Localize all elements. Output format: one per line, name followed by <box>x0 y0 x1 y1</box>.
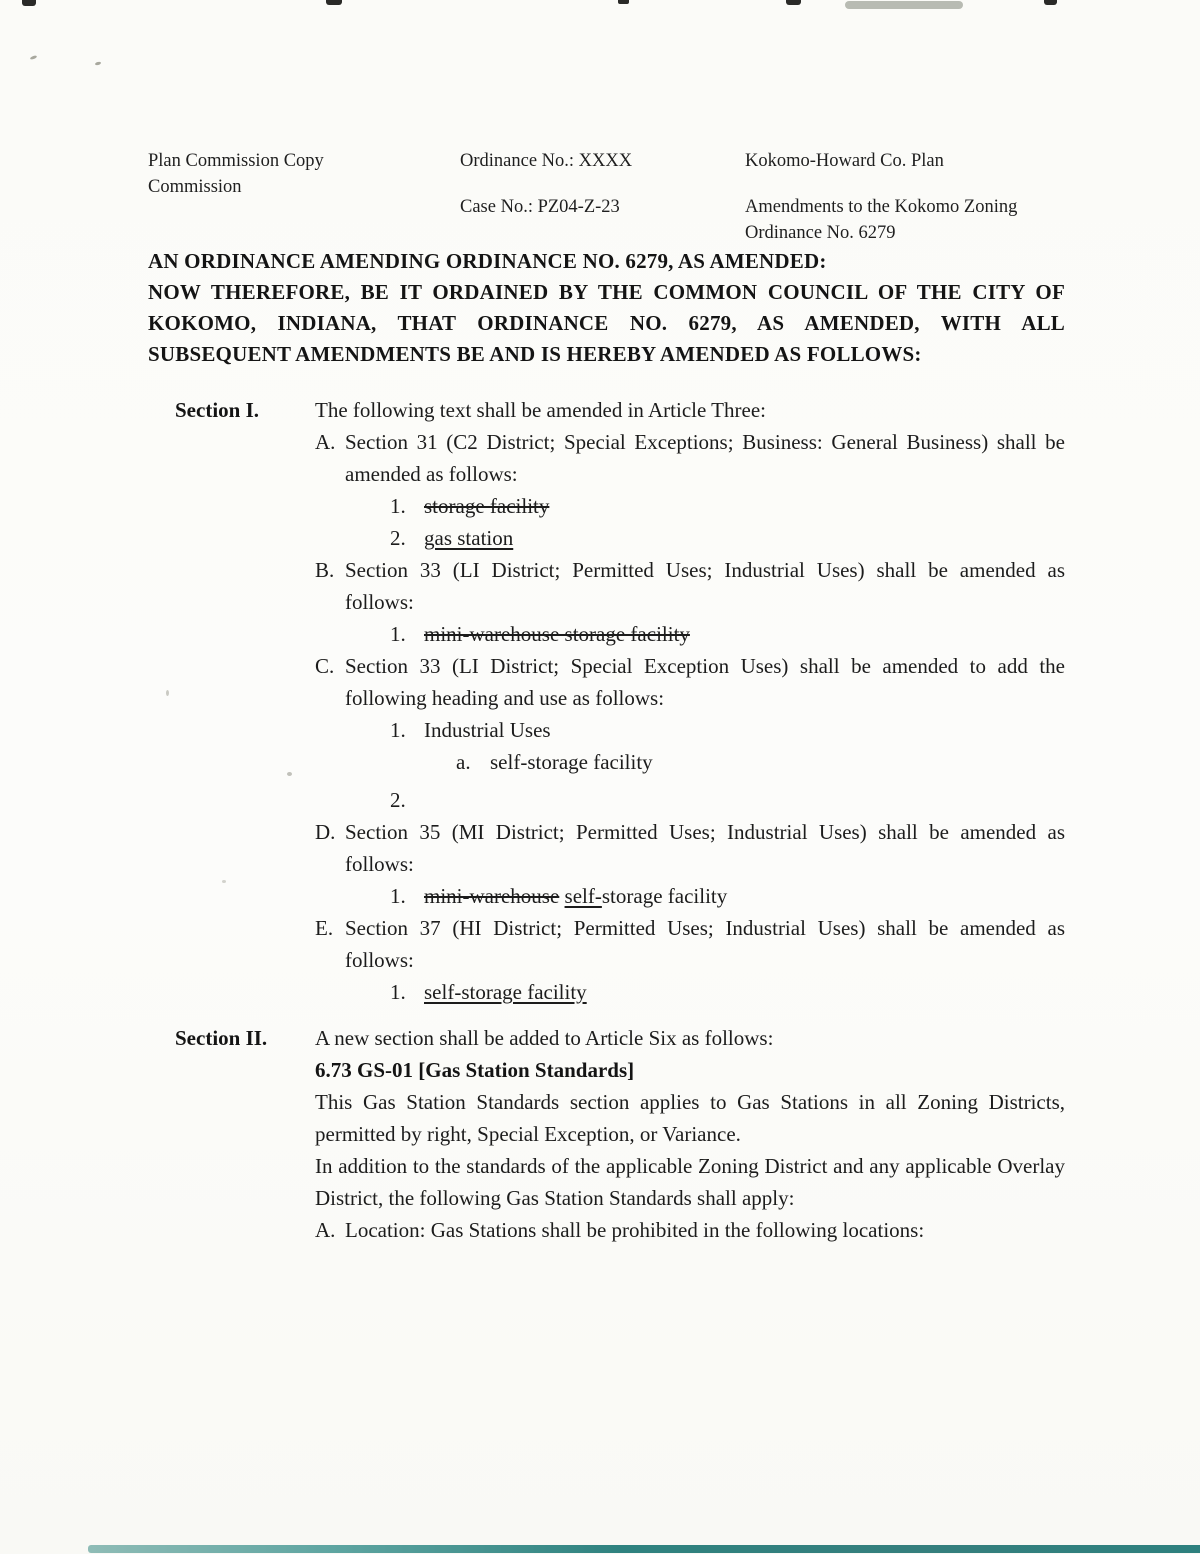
list-item-location <box>315 1214 1065 1246</box>
list-subitem <box>390 880 1065 912</box>
section-2 <box>148 1022 1065 1246</box>
list-item-d <box>315 816 1065 880</box>
header-copy-label-line2: Commission <box>148 177 242 197</box>
item-text <box>424 880 1065 912</box>
scan-artifact <box>618 0 629 4</box>
case-number: Case No.: PZ04-Z-23 <box>460 197 620 217</box>
scan-speck <box>30 55 38 60</box>
list-subsubitem <box>456 746 1065 778</box>
scan-speck <box>95 61 102 65</box>
list-subitem <box>390 490 1065 522</box>
scan-artifact <box>326 0 342 5</box>
section-2-label: Section II. <box>175 1026 268 1050</box>
item-marker: C. <box>315 654 335 678</box>
deleted-text: mini-warehouse <box>424 884 560 908</box>
item-text: Location: Gas Stations shall be prohibited in the following locations: <box>345 1218 925 1242</box>
inserted-text: self- <box>564 884 602 908</box>
list-item-a <box>315 426 1065 490</box>
list-subitem <box>390 522 1065 554</box>
item-marker: E. <box>315 916 334 940</box>
item-marker: 1. <box>390 980 406 1004</box>
section-2-body <box>315 1022 1065 1246</box>
scan-artifact <box>786 0 801 5</box>
item-text <box>424 784 1065 816</box>
list-item-c <box>315 650 1065 714</box>
item-marker: D. <box>315 820 336 844</box>
list-subitem-empty <box>390 784 1065 816</box>
scan-artifact <box>845 1 963 9</box>
item-marker: A. <box>315 1218 336 1242</box>
item-text: Section 37 (HI District; Permitted Uses; Industrial Uses) shall be amended as follows: <box>345 916 1065 972</box>
item-text: Section 33 (LI District; Special Exception Uses) shall be amended to add the following heading and use as follows: <box>345 654 1065 710</box>
item-text: Section 31 (C2 District; Special Exceptions; Business: General Business) shall be amended as follows: <box>345 430 1065 486</box>
list-item-b <box>315 554 1065 618</box>
header-center-column <box>460 148 745 246</box>
scan-artifact <box>1044 0 1057 5</box>
section-1 <box>148 394 1065 1008</box>
ordinance-title: AN ORDINANCE AMENDING ORDINANCE NO. 6279, AS AMENDED: <box>148 249 827 273</box>
scan-edge-bar <box>88 1545 1200 1553</box>
header-right-column <box>745 148 1065 246</box>
item-text: Section 33 (LI District; Permitted Uses; Industrial Uses) shall be amended as follows: <box>345 558 1065 614</box>
amendments-reference-line2: Ordinance No. 6279 <box>745 223 896 243</box>
item-marker: 1. <box>390 718 406 742</box>
document-content <box>148 148 1065 1246</box>
item-marker: B. <box>315 558 335 582</box>
item-marker: 2. <box>390 788 406 812</box>
list-item-e <box>315 912 1065 976</box>
inserted-text: self-storage facility <box>424 980 587 1004</box>
item-marker: 1. <box>390 622 406 646</box>
plan-commission-name: Kokomo-Howard Co. Plan <box>745 151 944 171</box>
section-1-body <box>315 394 1065 1008</box>
ordinance-preamble: NOW THEREFORE, BE IT ORDAINED BY THE COMMON COUNCIL OF THE CITY OF KOKOMO, INDIANA, THAT ORDINANCE NO. 6279, AS AMENDED, WITH ALL SUBSEQUENT AMENDMENTS BE AND IS HEREBY AMENDED AS FOLLOWS: <box>148 280 1065 366</box>
deleted-text: mini-warehouse storage facility <box>424 622 690 646</box>
gas-station-standards-heading: 6.73 GS-01 [Gas Station Standards] <box>315 1058 635 1082</box>
ordinance-number: Ordinance No.: XXXX <box>460 151 633 171</box>
inserted-text: gas station <box>424 526 514 550</box>
scan-artifact <box>22 0 36 6</box>
item-marker: a. <box>456 750 471 774</box>
header-left-column <box>148 148 460 246</box>
section-1-intro: The following text shall be amended in Article Three: <box>315 398 766 422</box>
item-text: Industrial Uses <box>424 718 551 742</box>
item-marker: A. <box>315 430 336 454</box>
list-subitem <box>390 618 1065 650</box>
deleted-text: storage facility <box>424 494 550 518</box>
gas-station-paragraph-1: This Gas Station Standards section applies to Gas Stations in all Zoning Districts, permitted by right, Special Exception, or Variance. <box>315 1090 1065 1146</box>
gas-station-paragraph-2: In addition to the standards of the applicable Zoning District and any applicable Overlay District, the following Gas Station Standards shall apply: <box>315 1154 1065 1210</box>
item-text: self-storage facility <box>490 750 653 774</box>
item-text-rest: storage facility <box>601 884 728 908</box>
section-2-intro: A new section shall be added to Article Six as follows: <box>315 1026 774 1050</box>
header-copy-label: Plan Commission Copy <box>148 151 324 171</box>
item-text: Section 35 (MI District; Permitted Uses; Industrial Uses) shall be amended as follows: <box>345 820 1065 876</box>
section-1-label: Section I. <box>175 398 259 422</box>
document-header <box>148 148 1065 246</box>
list-subitem <box>390 714 1065 746</box>
amendments-reference-line1: Amendments to the Kokomo Zoning <box>745 197 1018 217</box>
item-marker: 2. <box>390 526 406 550</box>
item-marker: 1. <box>390 494 406 518</box>
item-marker: 1. <box>390 884 406 908</box>
list-subitem <box>390 976 1065 1008</box>
